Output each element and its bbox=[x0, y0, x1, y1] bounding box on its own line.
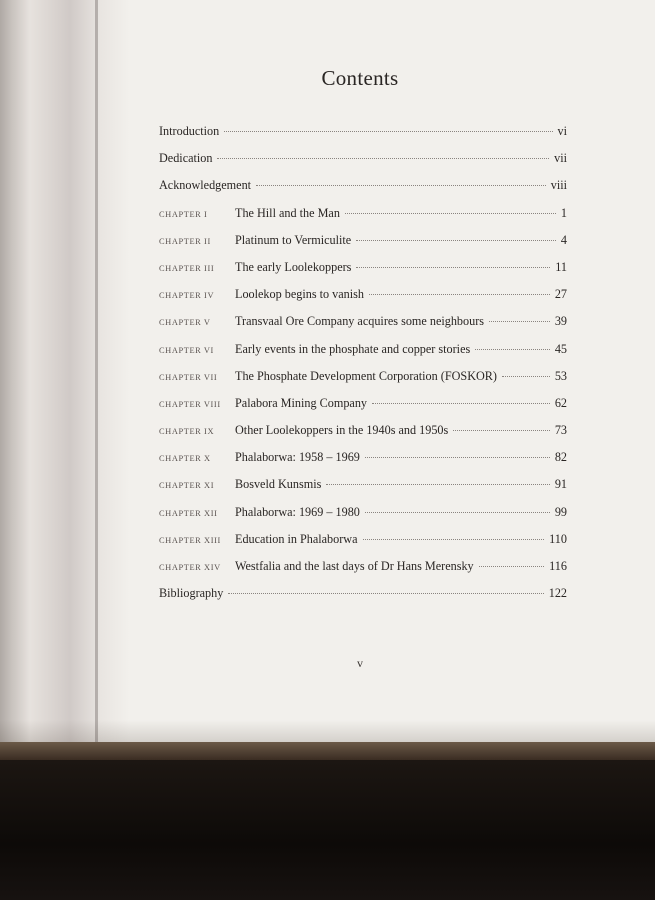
toc-entry bbox=[159, 499, 567, 526]
entry-page-number: 1 bbox=[560, 205, 567, 220]
entry-page-number: 4 bbox=[560, 232, 567, 247]
toc-entry bbox=[159, 145, 567, 172]
dot-leader bbox=[365, 512, 550, 513]
toc-entry bbox=[159, 553, 567, 580]
chapter-label: CHAPTER V bbox=[159, 318, 211, 328]
entry-title: Platinum to Vermiculite bbox=[235, 232, 352, 247]
entry-title: Education in Phalaborwa bbox=[235, 531, 358, 546]
dot-leader bbox=[453, 430, 550, 431]
dot-leader bbox=[369, 294, 550, 295]
entry-title: The early Loolekoppers bbox=[235, 259, 352, 274]
dot-leader bbox=[372, 403, 550, 404]
dot-leader bbox=[365, 457, 550, 458]
entry-title: Phalaborwa: 1958 – 1969 bbox=[235, 450, 360, 465]
page-title: Contents bbox=[321, 66, 399, 90]
entry-page-number: 82 bbox=[554, 450, 567, 465]
spine-crease bbox=[95, 0, 98, 745]
entry-title: Other Loolekoppers in the 1940s and 1950s bbox=[235, 423, 449, 438]
entry-title: Bosveld Kunsmis bbox=[235, 477, 322, 492]
dot-leader bbox=[256, 185, 546, 186]
chapter-label: CHAPTER XII bbox=[159, 508, 218, 518]
toc-entry bbox=[159, 200, 567, 227]
entry-title: The Phosphate Development Corporation (FOSKOR) bbox=[235, 368, 497, 383]
entry-page-number: 62 bbox=[554, 395, 567, 410]
dot-leader bbox=[475, 349, 550, 350]
chapter-label: CHAPTER III bbox=[159, 263, 215, 273]
entry-page-number: viii bbox=[550, 178, 567, 193]
entry-page-number: vi bbox=[557, 124, 567, 138]
chapter-label: CHAPTER XIII bbox=[159, 535, 221, 545]
entry-title: The Hill and the Man bbox=[235, 205, 340, 220]
entry-title: Westfalia and the last days of Dr Hans Merensky bbox=[235, 559, 474, 573]
toc-entry bbox=[159, 118, 567, 145]
entry-page-number: vii bbox=[554, 151, 567, 166]
chapter-label: CHAPTER I bbox=[159, 209, 208, 219]
dot-leader bbox=[217, 158, 549, 159]
entry-page-number: 39 bbox=[554, 314, 567, 329]
entry-page-number: 116 bbox=[549, 559, 567, 573]
dot-leader bbox=[363, 539, 545, 540]
toc-entry bbox=[159, 254, 567, 281]
dot-leader bbox=[345, 213, 556, 214]
toc-entry bbox=[159, 390, 567, 417]
toc-entry bbox=[159, 227, 567, 254]
chapter-label: CHAPTER VI bbox=[159, 345, 214, 355]
toc-entry bbox=[159, 336, 567, 363]
entry-page-number: 122 bbox=[548, 586, 567, 601]
dot-leader bbox=[228, 593, 543, 594]
dot-leader bbox=[489, 321, 550, 322]
dot-leader bbox=[356, 267, 550, 268]
chapter-label: CHAPTER IV bbox=[159, 291, 215, 301]
entry-page-number: 99 bbox=[554, 504, 567, 519]
dot-leader bbox=[479, 566, 545, 567]
toc-entry bbox=[159, 526, 567, 553]
toc-entry bbox=[159, 444, 567, 471]
toc-entry bbox=[159, 172, 567, 199]
entry-title: Transvaal Ore Company acquires some neighbours bbox=[235, 314, 485, 329]
dark-background bbox=[0, 760, 655, 900]
entry-page-number: 11 bbox=[555, 259, 567, 274]
entry-page-number: 53 bbox=[554, 368, 567, 383]
entry-title: Bibliography bbox=[159, 586, 224, 601]
entry-title: Loolekop begins to vanish bbox=[235, 287, 364, 302]
entry-title: Palabora Mining Company bbox=[235, 395, 368, 410]
toc-entry bbox=[159, 281, 567, 308]
toc-entry bbox=[159, 417, 567, 444]
spine-shadow bbox=[0, 0, 130, 745]
entry-page-number: 27 bbox=[554, 287, 567, 302]
entry-page-number: 110 bbox=[549, 531, 567, 546]
entry-title: Dedication bbox=[159, 151, 213, 166]
toc-entry bbox=[159, 308, 567, 335]
entry-page-number: 91 bbox=[554, 477, 567, 492]
dot-leader bbox=[356, 240, 556, 241]
entry-title: Phalaborwa: 1969 – 1980 bbox=[235, 504, 360, 519]
table-of-contents bbox=[159, 118, 567, 607]
page-number: v bbox=[357, 656, 363, 670]
entry-page-number: 45 bbox=[554, 341, 567, 356]
chapter-label: CHAPTER VIII bbox=[159, 399, 221, 409]
chapter-label: CHAPTER X bbox=[159, 454, 211, 464]
entry-title: Introduction bbox=[159, 124, 220, 138]
chapter-label: CHAPTER IX bbox=[159, 427, 215, 437]
book-edge bbox=[0, 742, 655, 760]
entry-title: Early events in the phosphate and copper stories bbox=[235, 341, 471, 356]
dot-leader bbox=[326, 484, 549, 485]
chapter-label: CHAPTER II bbox=[159, 236, 211, 246]
entry-page-number: 73 bbox=[554, 423, 567, 438]
dot-leader bbox=[502, 376, 550, 377]
toc-entry bbox=[159, 363, 567, 390]
chapter-label: CHAPTER XI bbox=[159, 481, 215, 491]
toc-entry bbox=[159, 580, 567, 607]
dot-leader bbox=[224, 131, 552, 132]
toc-entry bbox=[159, 471, 567, 498]
chapter-label: CHAPTER VII bbox=[159, 372, 218, 382]
chapter-label: CHAPTER XIV bbox=[159, 563, 221, 572]
entry-title: Acknowledgement bbox=[159, 178, 252, 193]
